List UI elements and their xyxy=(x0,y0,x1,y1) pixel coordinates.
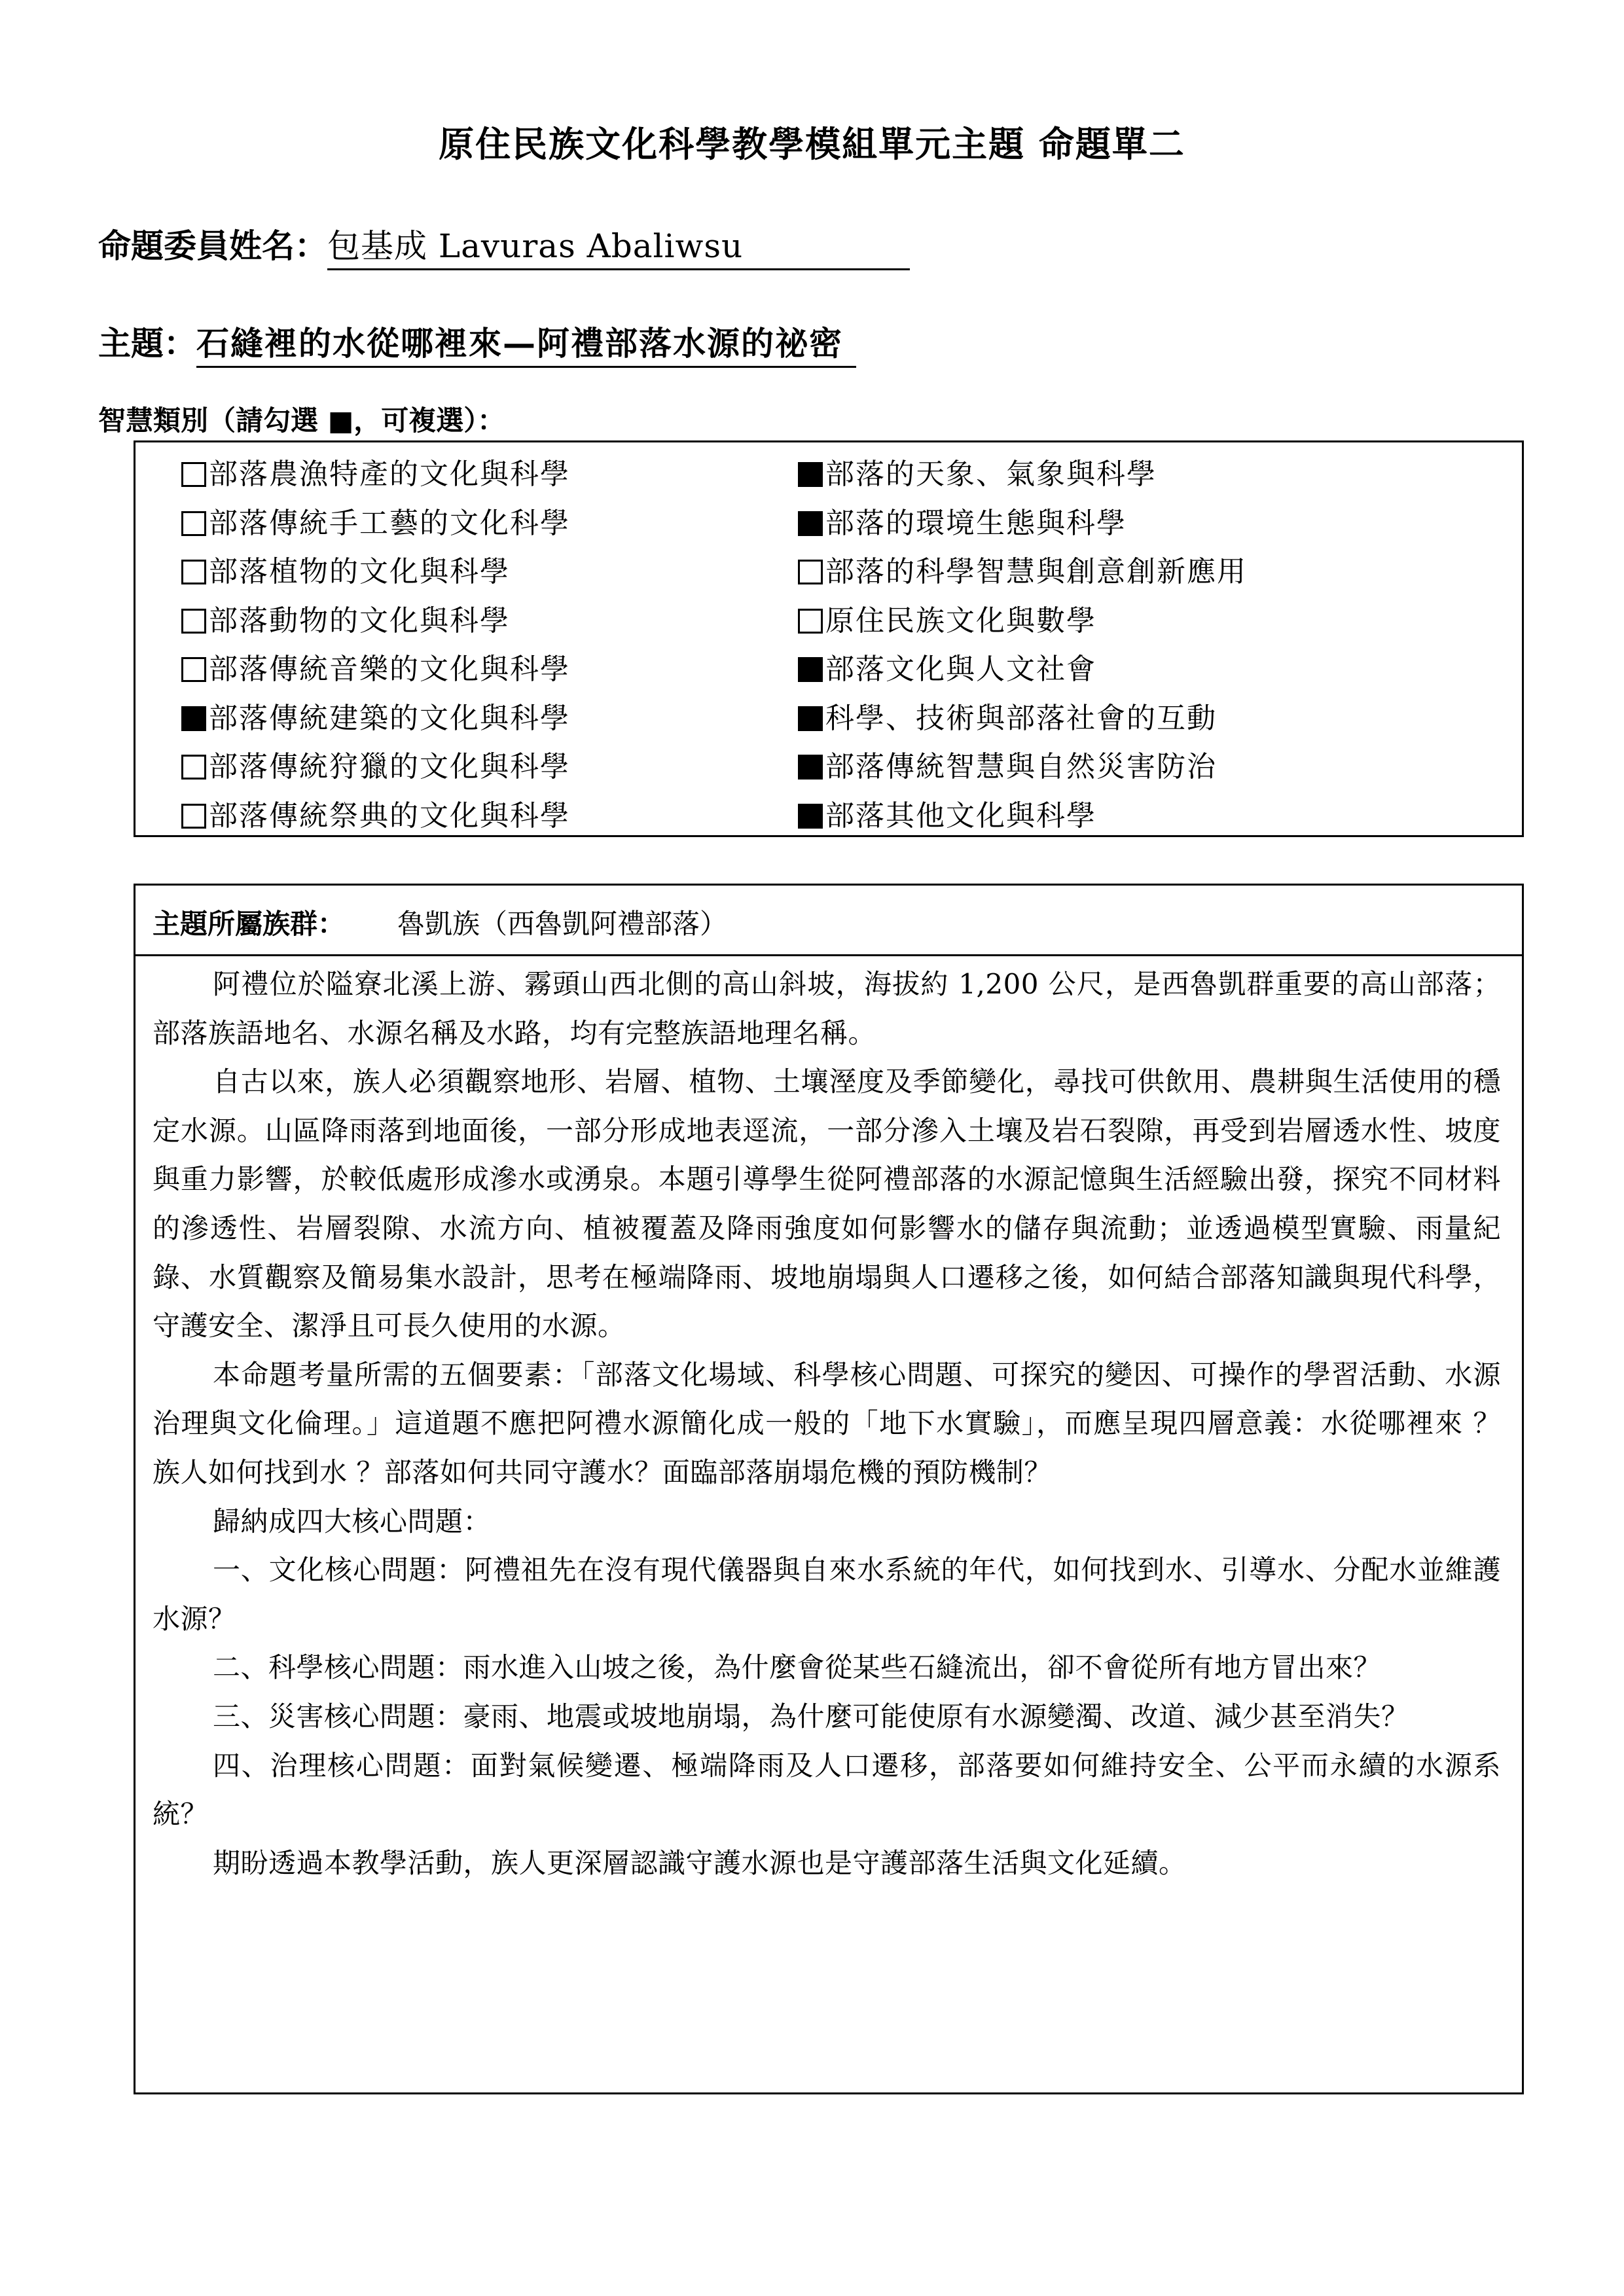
document-title: 原住民族文化科學教學模組單元主題 命題單二 xyxy=(439,124,1185,165)
topic-label: 主題： xyxy=(98,325,196,363)
category-checklist xyxy=(134,440,1524,837)
category-item xyxy=(798,792,1247,841)
category-item xyxy=(798,743,1247,792)
category-label: 部落的天象、氣象與科學 xyxy=(825,457,1157,491)
category-item xyxy=(798,645,1247,694)
checkbox[interactable] xyxy=(798,560,823,584)
committee-name: 包基成 Lavuras Abaliwsu xyxy=(327,220,910,270)
body-paragraph: 自古以來，族人必須觀察地形、岩層、植物、土壤溼度及季節變化，尋找可供飲用、農耕與生活使用的穩定水源。山區降雨落到地面後，一部分形成地表逕流，一部分滲入土壤及岩石裂隙，再受到岩層透水性、坡度與重力影響，於較低處形成滲水或湧泉。本題引導學生從阿禮部落的水源記憶與生活經驗出發，探究不同材料的滲透性、岩層裂隙、水流方向、植被覆蓋及降雨強度如何影響水的儲存與流動；並透過模型實驗、雨量紀錄、水質觀察及簡易集水設計，思考在極端降雨、坡地崩塌與人口遷移之後，如何結合部落知識與現代科學，守護安全、潔淨且可長久使用的水源。 xyxy=(153,1066,1501,1342)
checkbox[interactable] xyxy=(798,804,823,829)
category-label: 部落農漁特產的文化與科學 xyxy=(209,457,570,491)
category-column-left xyxy=(181,450,570,840)
body-paragraph: 本命題考量所需的五個要素：「部落文化場域、科學核心問題、可探究的變因、可操作的學習活動、水源治理與文化倫理。」這道題不應把阿禮水源簡化成一般的「地下水實驗」，而應呈現四層意義：水從哪裡來 ？ 族人如何找到水 ？部落如何共同守護水？面臨部落崩塌危機的預防機制？ xyxy=(153,1358,1501,1488)
category-label: 部落傳統音樂的文化與科學 xyxy=(209,653,570,686)
body-paragraph: 一、文化核心問題：阿禮祖先在沒有現代儀器與自來水系統的年代，如何找到水、引導水、分配水並維護水源？ xyxy=(153,1554,1501,1635)
category-item xyxy=(798,694,1247,744)
checkbox[interactable] xyxy=(181,755,206,780)
topic-line xyxy=(98,317,856,368)
checkbox[interactable] xyxy=(798,462,823,487)
category-item xyxy=(798,597,1247,646)
category-label: 部落的環境生態與科學 xyxy=(825,506,1127,540)
tribe-label: 主題所屬族群： xyxy=(153,908,346,940)
checkbox[interactable] xyxy=(798,657,823,682)
body-paragraph: 期盼透過本教學活動，族人更深層認識守護水源也是守護部落生活與文化延續。 xyxy=(213,1846,1187,1879)
checkbox[interactable] xyxy=(798,706,823,731)
category-item xyxy=(181,645,570,694)
category-label: 部落傳統狩獵的文化與科學 xyxy=(209,750,570,783)
category-label: 科學、技術與部落社會的互動 xyxy=(825,701,1217,735)
body-paragraph: 三、災害核心問題：豪雨、地震或坡地崩塌，為什麼可能使原有水源變濁、改道、減少甚至消失？ xyxy=(213,1700,1409,1732)
category-label: 部落傳統建築的文化與科學 xyxy=(209,701,570,735)
category-label: 部落動物的文化與科學 xyxy=(209,603,510,637)
category-label: 部落其他文化與科學 xyxy=(825,798,1096,833)
category-item xyxy=(181,499,570,548)
body-paragraph: 阿禮位於隘寮北溪上游、霧頭山西北側的高山斜坡，海拔約 1,200 公尺，是西魯凱群重要的高山部落；部落族語地名、水源名稱及水路，均有完整族語地理名稱。 xyxy=(153,968,1501,1049)
category-heading: 智慧類別（請勾選 ■，可複選）： xyxy=(98,404,505,437)
category-item xyxy=(798,450,1247,499)
checkbox[interactable] xyxy=(798,511,823,536)
category-item xyxy=(181,694,570,744)
checkbox[interactable] xyxy=(181,657,206,682)
checkbox[interactable] xyxy=(181,609,206,634)
body-paragraph: 歸納成四大核心問題： xyxy=(213,1505,492,1537)
category-item xyxy=(181,450,570,499)
checkbox[interactable] xyxy=(181,804,206,829)
category-label: 部落傳統智慧與自然災害防治 xyxy=(825,750,1217,783)
category-item xyxy=(798,548,1247,597)
tribe-value: 魯凱族（西魯凱阿禮部落） xyxy=(397,908,728,940)
committee-member-line xyxy=(98,220,910,270)
category-label: 部落傳統祭典的文化與科學 xyxy=(209,798,570,833)
checkbox[interactable] xyxy=(181,511,206,536)
category-label: 部落的科學智慧與創意創新應用 xyxy=(825,555,1247,588)
checkbox[interactable] xyxy=(181,706,206,731)
body-paragraph: 四、治理核心問題：面對氣候變遷、極端降雨及人口遷移，部落要如何維持安全、公平而永續的水源系統？ xyxy=(153,1749,1501,1831)
category-column-right xyxy=(798,450,1247,840)
checkbox[interactable] xyxy=(798,755,823,780)
tribe-section xyxy=(134,884,1524,2094)
body-paragraph: 二、科學核心問題：雨水進入山坡之後，為什麼會從某些石縫流出，卻不會從所有地方冒出來？ xyxy=(213,1651,1382,1684)
checkbox[interactable] xyxy=(181,560,206,584)
category-label: 原住民族文化與數學 xyxy=(825,603,1096,637)
checkbox[interactable] xyxy=(798,609,823,634)
category-item xyxy=(181,597,570,646)
category-label: 部落傳統手工藝的文化科學 xyxy=(209,506,570,540)
tribe-header xyxy=(135,886,1522,956)
tribe-description xyxy=(153,960,1501,1888)
category-item xyxy=(181,548,570,597)
category-label: 部落植物的文化與科學 xyxy=(209,555,510,588)
category-item xyxy=(181,743,570,792)
category-item xyxy=(181,792,570,841)
category-item xyxy=(798,499,1247,548)
checkbox[interactable] xyxy=(181,462,206,487)
committee-label: 命題委員姓名： xyxy=(98,227,327,265)
topic-value: 石縫裡的水從哪裡來—阿禮部落水源的祕密 xyxy=(196,317,856,368)
category-label: 部落文化與人文社會 xyxy=(825,653,1096,686)
